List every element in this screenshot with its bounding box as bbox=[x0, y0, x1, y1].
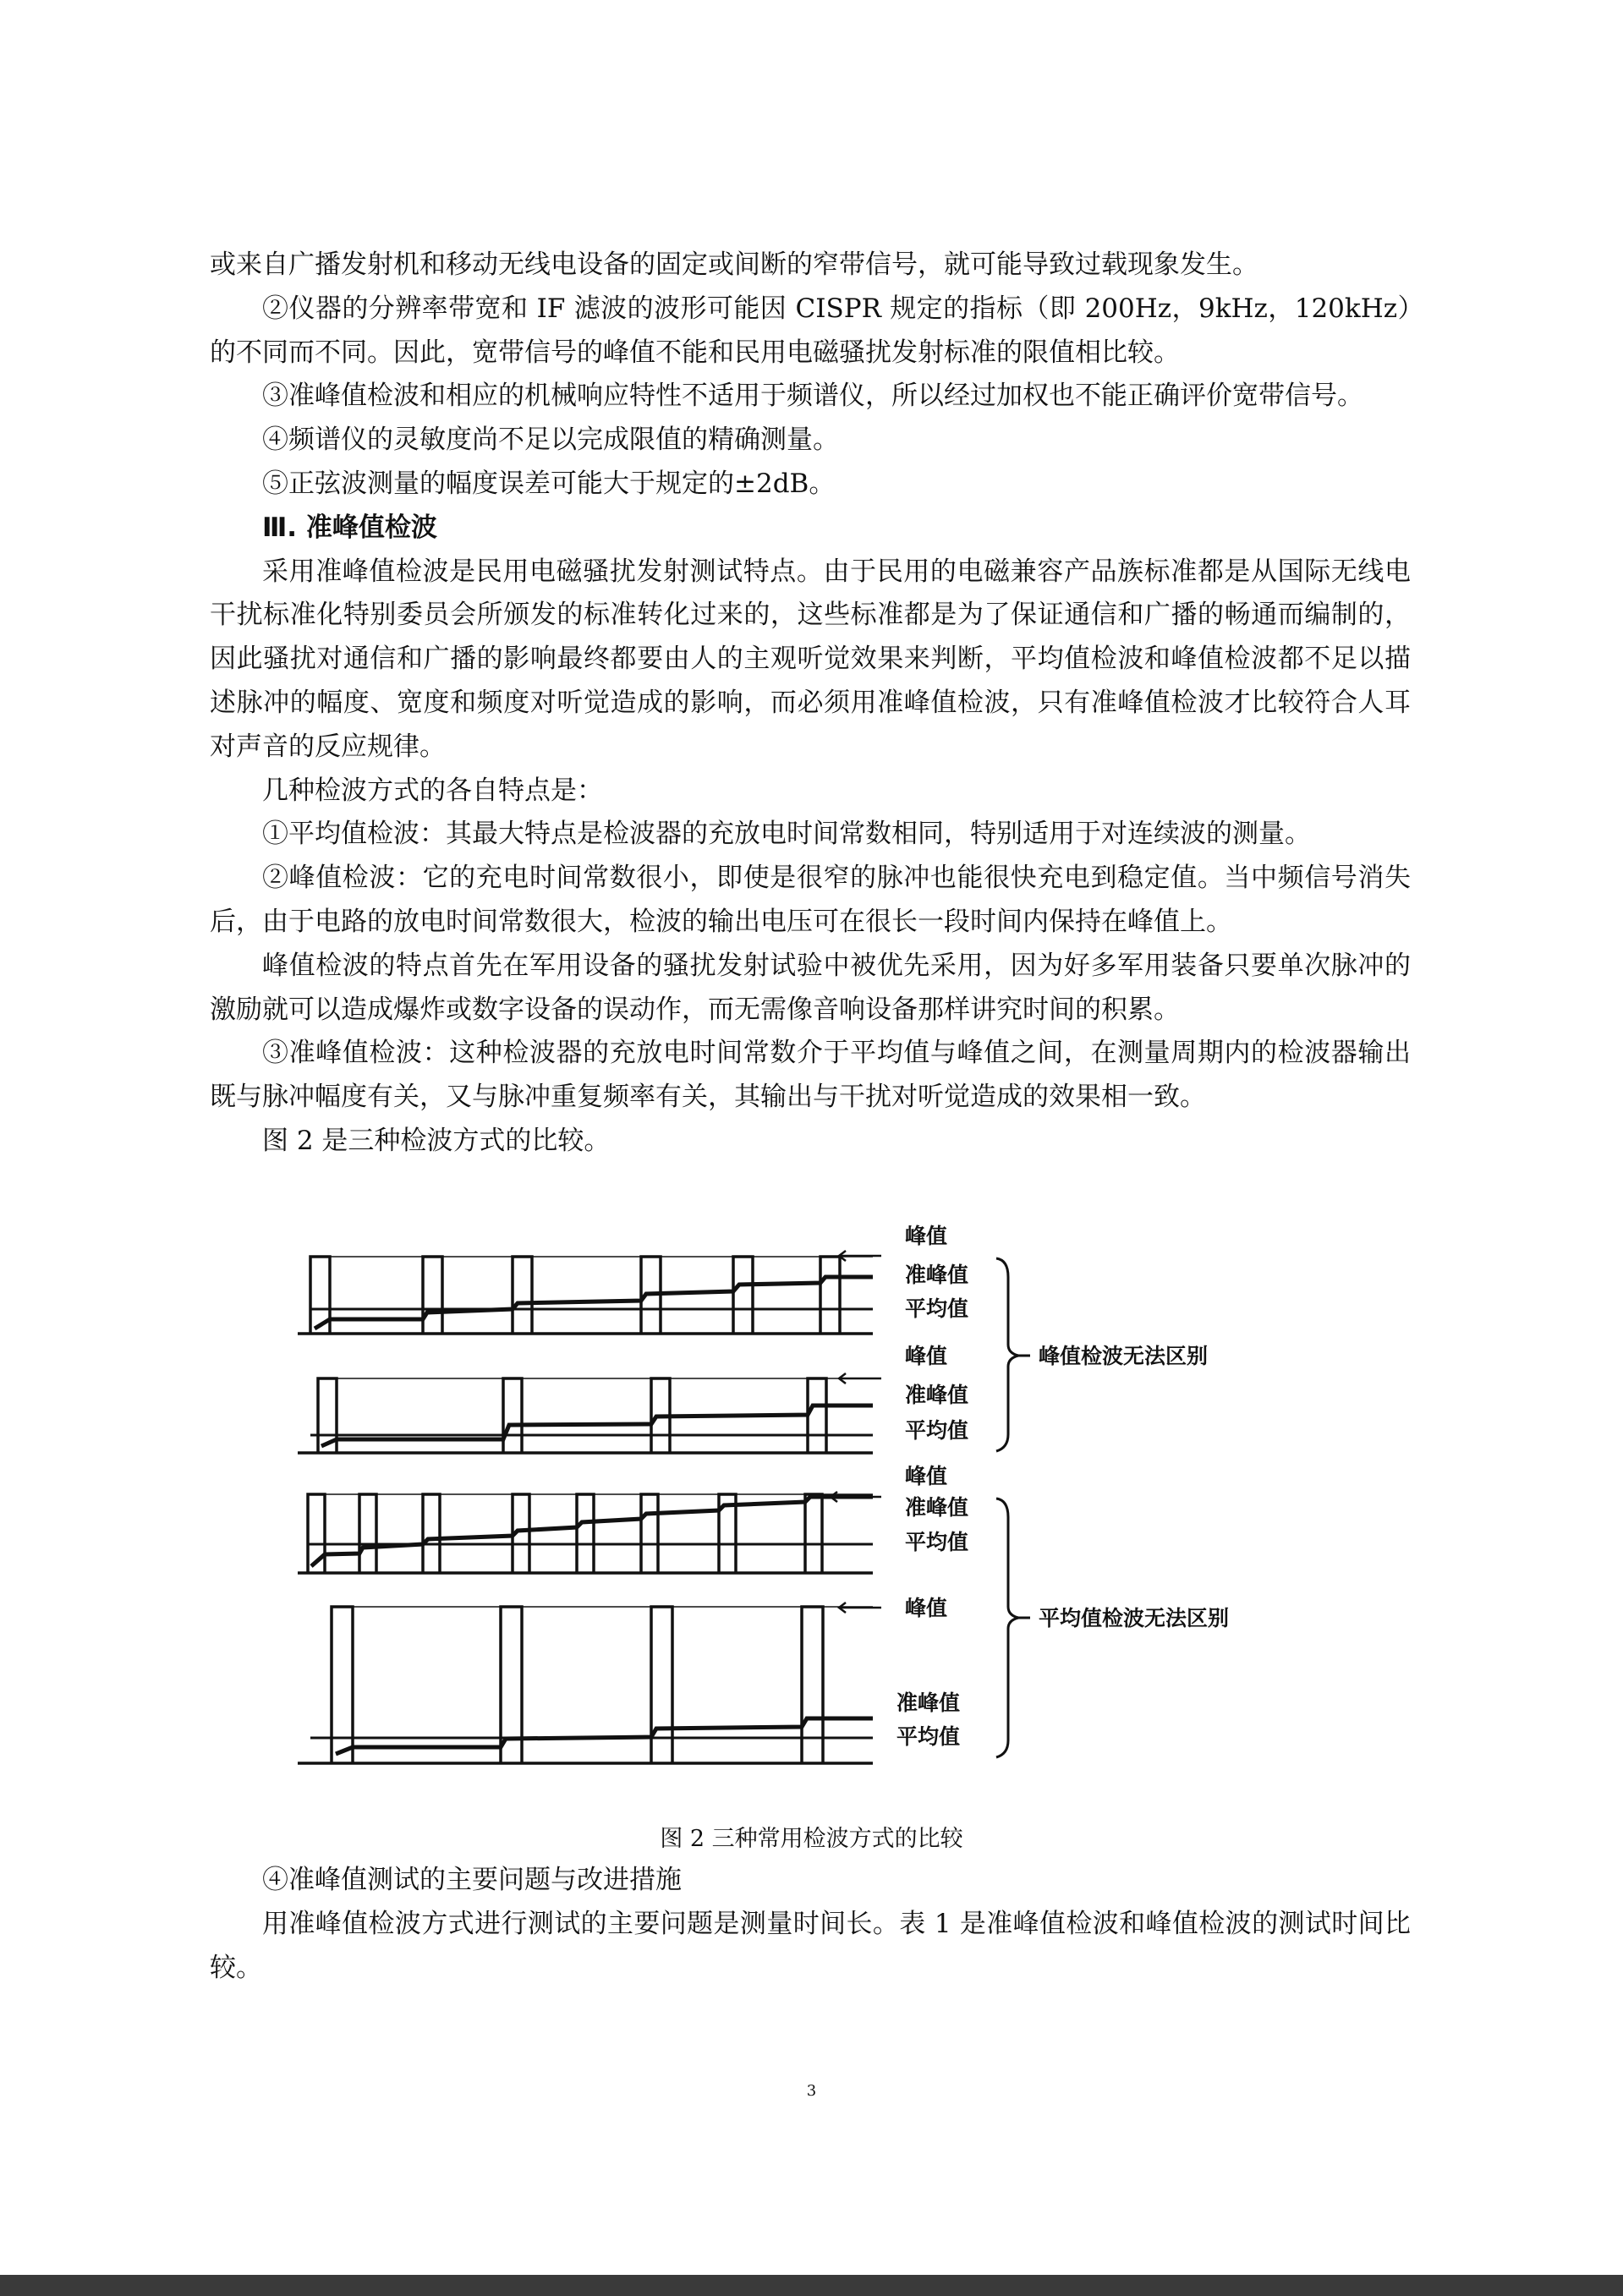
panel-3-waveform bbox=[298, 1494, 873, 1573]
paragraph: 图 2 是三种检波方式的比较。 bbox=[262, 1125, 611, 1156]
label-peak-4: 峰值 bbox=[905, 1596, 948, 1620]
viewer-bottom-bar bbox=[0, 2275, 1623, 2296]
paragraph: 峰值检波的特点首先在军用设备的骚扰发射试验中被优先采用，因为好多军用装备只要单次脉冲的激励就可以造成爆炸或数字设备的误动作，而无需像音响设备那样讲究时间的积累。 bbox=[210, 950, 1411, 1025]
paragraph: ④准峰值测试的主要问题与改进措施 bbox=[262, 1865, 682, 1895]
paragraph: ④频谱仪的灵敏度尚不足以完成限值的精确测量。 bbox=[262, 425, 839, 456]
paragraph: ③准峰值检波：这种检波器的充放电时间常数介于平均值与峰值之间，在测量周期内的检波器输出既与脉冲幅度有关，又与脉冲重复频率有关，其输出与干扰对听觉造成的效果相一致。 bbox=[210, 1038, 1411, 1113]
panel-4-waveform bbox=[298, 1607, 873, 1763]
label-average-3: 平均值 bbox=[905, 1530, 969, 1554]
paragraph: 几种检波方式的各自特点是： bbox=[262, 775, 603, 806]
paragraph: ②仪器的分辨率带宽和 IF 滤波的波形可能因 CISPR 规定的指标（即 200Hz，9kHz，120kHz）的不同而不同。因此，宽带信号的峰值不能和民用电磁骚扰发射标准的限值相比较。 bbox=[210, 293, 1411, 368]
page-number: 3 bbox=[806, 2082, 817, 2100]
label-peak-2: 峰值 bbox=[905, 1344, 948, 1368]
label-quasi-peak-4: 准峰值 bbox=[896, 1690, 961, 1715]
paragraph: 用准峰值检波方式进行测试的主要问题是测量时间长。表 1 是准峰值检波和峰值检波的测试时间比较。 bbox=[210, 1908, 1411, 1983]
note-peak-cannot-distinguish: 峰值检波无法区别 bbox=[1039, 1344, 1209, 1368]
figure-caption: 图 2 三种常用检波方式的比较 bbox=[660, 1826, 963, 1852]
paragraph: ③准峰值检波和相应的机械响应特性不适用于频谱仪，所以经过加权也不能正确评价宽带信号。 bbox=[262, 381, 1363, 412]
panel-1-waveform bbox=[298, 1257, 873, 1334]
label-average-2: 平均值 bbox=[905, 1418, 969, 1443]
label-peak-1: 峰值 bbox=[905, 1224, 948, 1248]
section-heading: Ⅲ. 准峰值检波 bbox=[262, 512, 437, 543]
label-quasi-peak-3: 准峰值 bbox=[905, 1495, 969, 1520]
label-quasi-peak-2: 准峰值 bbox=[905, 1383, 969, 1407]
paragraph: ②峰值检波：它的充电时间常数很小，即使是很窄的脉冲也能很快充电到稳定值。当中频信号消失后，由于电路的放电时间常数很大，检波的输出电压可在很长一段时间内保持在峰值上。 bbox=[210, 863, 1411, 937]
paragraph: 采用准峰值检波是民用电磁骚扰发射测试特点。由于民用的电磁兼容产品族标准都是从国际无线电干扰标准化特别委员会所颁发的标准转化过来的，这些标准都是为了保证通信和广播的畅通而编制的，因此骚扰对通信和广播的影响最终都要由人的主观听觉效果来判断，平均值检波和峰值检波都不足以描述脉冲的幅度、宽度和频度对听觉造成的影响，而必须用准峰值检波，只有准峰值检波才比较符合人耳对声音的反应规律。 bbox=[210, 556, 1411, 762]
paragraph: ①平均值检波：其最大特点是检波器的充放电时间常数相同，特别适用于对连续波的测量。 bbox=[262, 819, 1311, 850]
panel-2-waveform bbox=[298, 1378, 873, 1453]
label-average-1: 平均值 bbox=[905, 1296, 969, 1321]
note-average-cannot-distinguish: 平均值检波无法区别 bbox=[1039, 1606, 1230, 1630]
label-quasi-peak-1: 准峰值 bbox=[905, 1263, 969, 1287]
paragraph: 或来自广播发射机和移动无线电设备的固定或间断的窄带信号，就可能导致过载现象发生。 bbox=[210, 249, 1258, 280]
paragraph: ⑤正弦波测量的幅度误差可能大于规定的±2dB。 bbox=[262, 468, 836, 499]
body-text-bottom bbox=[210, 1859, 1411, 1990]
label-peak-3: 峰值 bbox=[905, 1464, 948, 1488]
body-text-top bbox=[210, 244, 1411, 1164]
detection-comparison-figure bbox=[298, 1218, 1296, 1776]
label-average-4: 平均值 bbox=[896, 1724, 961, 1749]
